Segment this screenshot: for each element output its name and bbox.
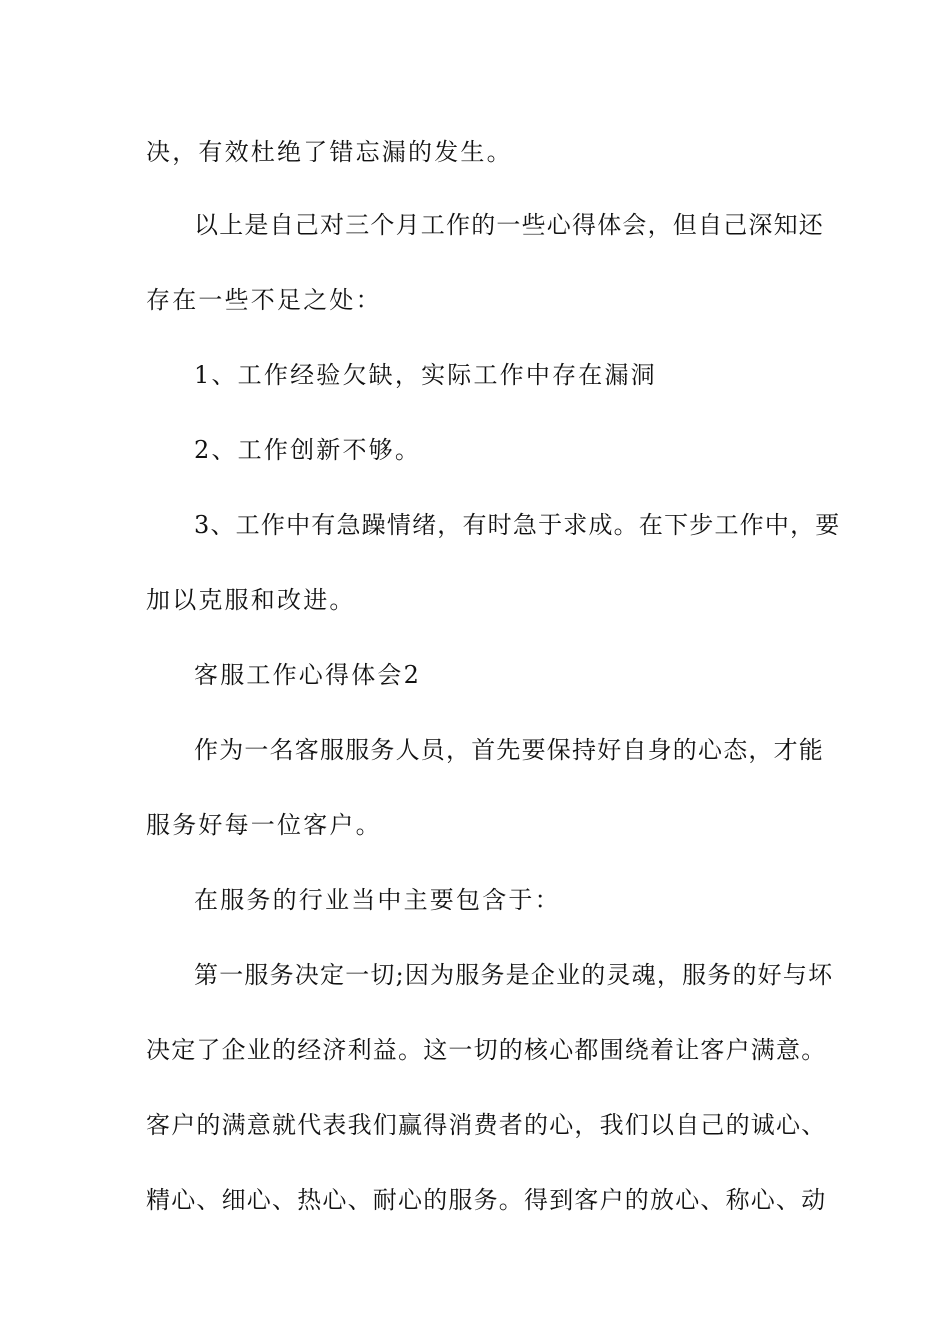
list-item: 2、工作创新不够。 xyxy=(194,436,422,464)
text-line: 服务好每一位客户。 xyxy=(146,811,382,839)
text-line: 以上是自己对三个月工作的一些心得体会，但自己深知还 xyxy=(194,211,824,239)
text-line: 作为一名客服服务人员，首先要保持好自身的心态，才能 xyxy=(194,736,824,764)
list-item: 3、工作中有急躁情绪，有时急于求成。在下步工作中，要 xyxy=(194,511,841,539)
section-heading: 客服工作心得体会2 xyxy=(194,661,422,689)
text-line: 第一服务决定一切;因为服务是企业的灵魂，服务的好与坏 xyxy=(194,961,834,989)
text-line: 决定了企业的经济利益。这一切的核心都围绕着让客户满意。 xyxy=(146,1036,827,1064)
text-line: 决，有效杜绝了错忘漏的发生。 xyxy=(146,138,513,166)
text-line: 在服务的行业当中主要包含于： xyxy=(194,886,561,914)
text-line: 客户的满意就代表我们赢得消费者的心，我们以自己的诚心、 xyxy=(146,1111,827,1139)
text-line: 精心、细心、热心、耐心的服务。得到客户的放心、称心、动 xyxy=(146,1186,827,1214)
text-line: 加以克服和改进。 xyxy=(146,586,356,614)
text-line: 存在一些不足之处： xyxy=(146,286,382,314)
list-item: 1、工作经验欠缺，实际工作中存在漏洞 xyxy=(194,361,657,389)
